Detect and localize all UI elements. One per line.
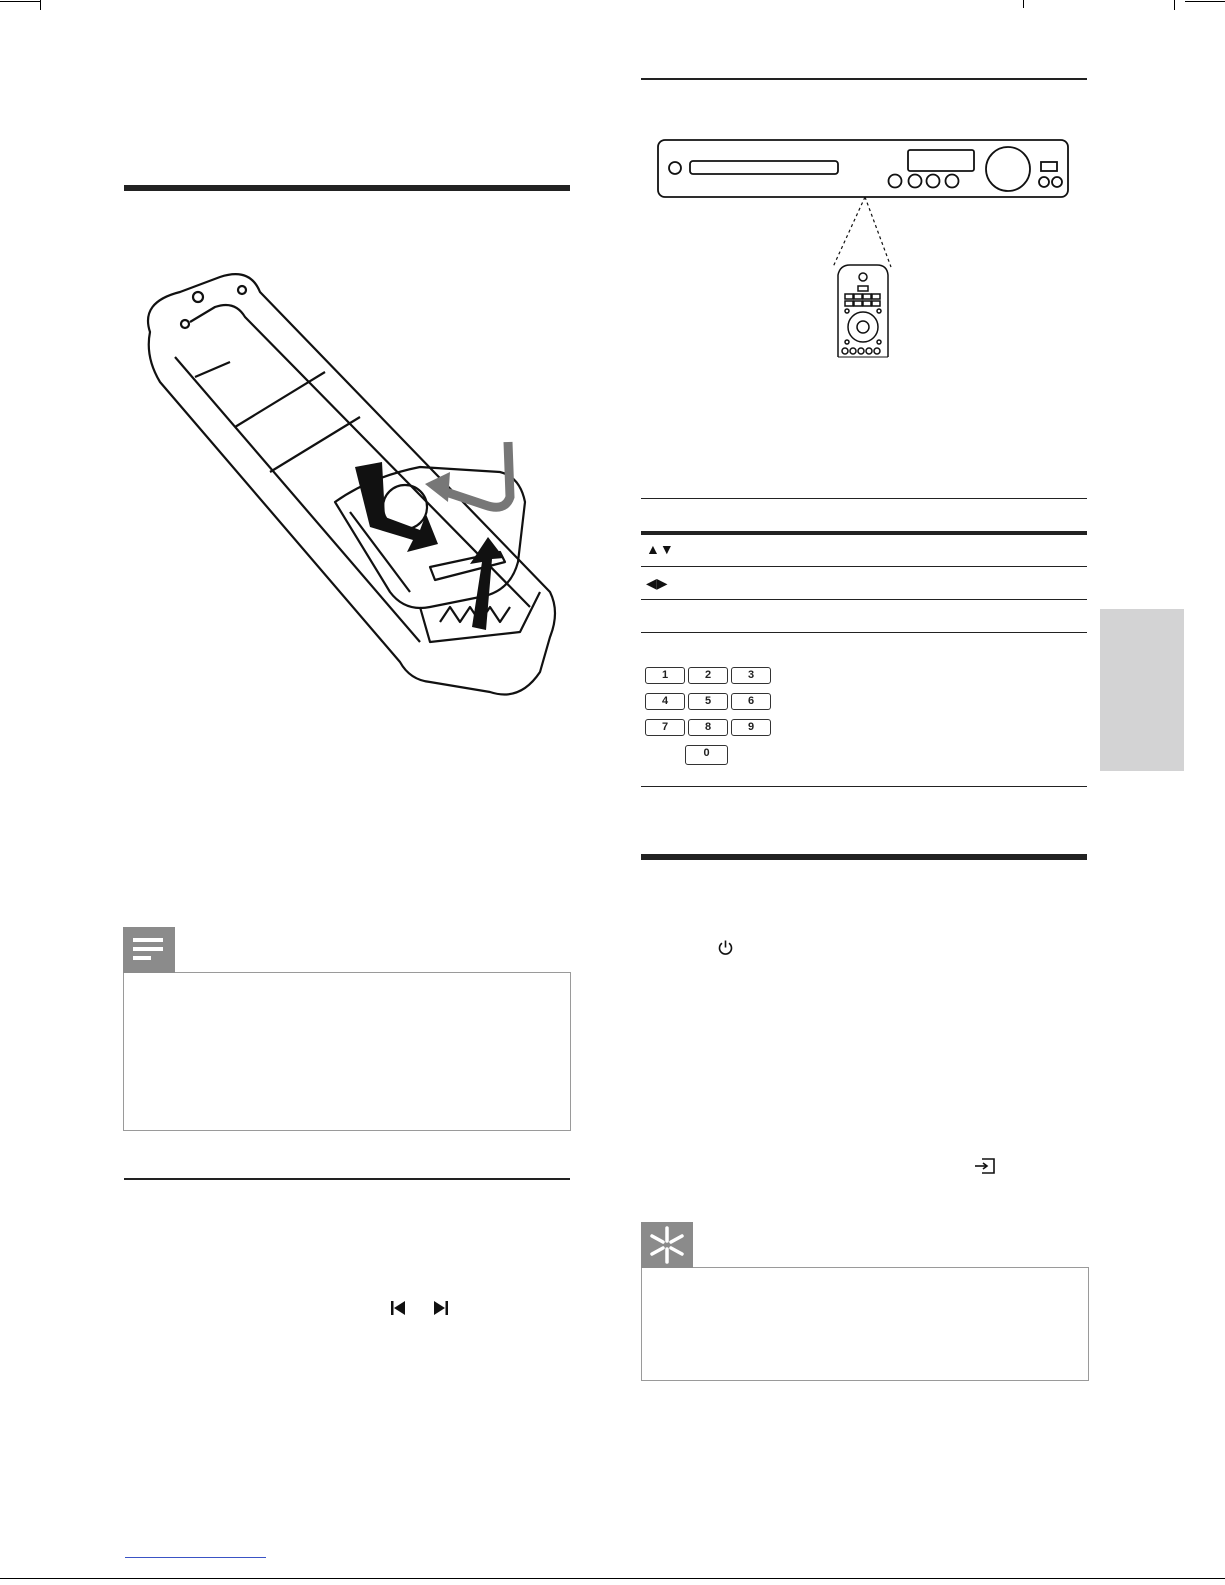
key-5: 5 [688, 693, 728, 710]
crop-mark [0, 1, 40, 2]
crop-mark [1023, 0, 1024, 8]
crop-mark [1174, 0, 1175, 10]
key-7: 7 [645, 719, 685, 736]
key-9: 9 [731, 719, 771, 736]
section-rule-right [641, 854, 1087, 860]
source-icon [974, 1157, 996, 1175]
crop-mark [1185, 1, 1225, 2]
key-6: 6 [731, 693, 771, 710]
key-1: 1 [645, 667, 685, 684]
table-bottom-rule [641, 786, 1087, 787]
note-box [123, 972, 571, 1131]
crop-mark [0, 1578, 1225, 1579]
note-icon [123, 927, 175, 973]
tip-box [641, 1267, 1089, 1381]
crop-mark [40, 0, 41, 10]
section-rule-left [124, 185, 570, 191]
tip-icon [641, 1222, 693, 1268]
section-rule-left-2 [124, 1178, 570, 1180]
key-4: 4 [645, 693, 685, 710]
table-row-rule [641, 599, 1087, 600]
key-2: 2 [688, 667, 728, 684]
table-header-rule [641, 531, 1087, 535]
up-down-arrows-icon: ▲▼ [646, 541, 674, 557]
home-theater-remote-illustration [655, 135, 1075, 360]
previous-icon [390, 1300, 406, 1316]
remote-battery-illustration [120, 262, 570, 712]
side-tab [1100, 609, 1184, 771]
table-row-rule [641, 566, 1087, 567]
table-top-rule [641, 498, 1087, 499]
key-8: 8 [688, 719, 728, 736]
left-right-arrows-icon: ◀▶ [646, 575, 668, 591]
key-3: 3 [731, 667, 771, 684]
footer-link-underline [125, 1557, 266, 1558]
standby-icon [717, 939, 734, 956]
table-row-rule [641, 632, 1087, 633]
next-icon [433, 1300, 449, 1316]
key-0: 0 [685, 745, 728, 765]
section-rule-right-top [641, 78, 1087, 80]
